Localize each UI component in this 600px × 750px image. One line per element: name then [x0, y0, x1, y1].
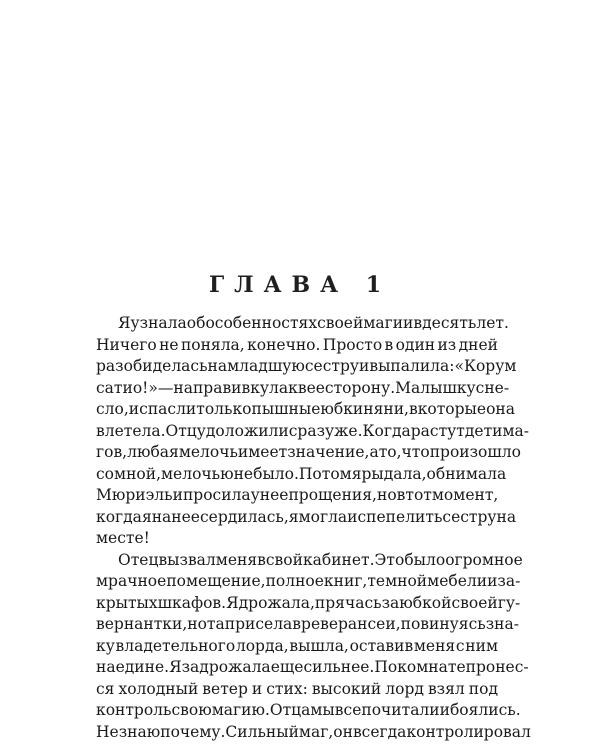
text-line: [96, 399, 515, 421]
word: полное: [265, 572, 324, 590]
word: просила: [182, 486, 251, 504]
word: стих:: [266, 679, 308, 698]
word: крытых: [96, 593, 158, 612]
word: но: [376, 486, 397, 504]
word: и: [439, 701, 450, 719]
word: вышла,: [289, 636, 349, 655]
word: всегда: [352, 722, 407, 741]
text-line: [96, 442, 521, 464]
word: и: [359, 357, 370, 375]
word: конечно.: [247, 335, 321, 354]
word: гу-: [497, 593, 521, 612]
word: но: [187, 615, 207, 633]
word: из: [437, 335, 457, 354]
word: знаю: [118, 722, 161, 741]
word: влетела.: [96, 421, 166, 440]
word: любая: [127, 443, 179, 461]
word: няни,: [363, 400, 409, 418]
word: Потом: [298, 464, 352, 483]
text-line: [96, 722, 531, 744]
word: боялись.: [449, 701, 521, 719]
word: дети: [464, 421, 503, 440]
word: ма-: [502, 421, 530, 440]
word: только: [196, 400, 252, 418]
word: на: [496, 507, 517, 526]
word: выпалила:: [369, 357, 455, 375]
word: я: [351, 464, 362, 483]
word: магии: [363, 314, 414, 332]
word: лорд: [385, 679, 424, 698]
word: своей: [451, 593, 498, 612]
word: и,: [385, 615, 401, 633]
word: у: [250, 486, 260, 504]
word: сне-: [475, 378, 510, 397]
word: наедине.: [96, 658, 170, 676]
text-line: [96, 700, 521, 722]
word: доложили: [205, 421, 289, 440]
text-line: [96, 378, 510, 400]
text-line: [96, 550, 523, 572]
word: прощения,: [288, 486, 377, 504]
word: меня: [413, 636, 456, 655]
word: маг,: [298, 722, 334, 741]
word: ветер: [202, 679, 248, 698]
word: задрожала: [181, 658, 271, 676]
word: Отцу: [165, 421, 206, 440]
word: дрожала,: [238, 593, 315, 612]
word: разобиделась: [96, 357, 208, 375]
word: свою: [171, 701, 212, 719]
word: было.: [253, 464, 299, 483]
word: нее: [171, 507, 200, 526]
text-line: [96, 614, 519, 636]
word: на: [207, 357, 228, 375]
word: под: [468, 679, 498, 698]
word: имеет: [237, 443, 288, 461]
word: произошло: [429, 443, 521, 461]
word: один: [395, 335, 436, 354]
word: реверансе: [301, 615, 386, 633]
text-line: [96, 593, 521, 615]
word: и: [128, 400, 140, 418]
word: высокий: [311, 679, 382, 698]
word: со: [96, 464, 115, 483]
word: Малышку: [395, 378, 476, 397]
word: почему.: [160, 722, 226, 741]
word: Это: [374, 550, 405, 569]
word: мы: [310, 701, 335, 719]
word: в: [292, 615, 302, 633]
text-line: [96, 313, 509, 335]
word: когда: [96, 507, 142, 526]
word: ним: [465, 636, 498, 655]
word: в: [396, 486, 406, 504]
word: магию.: [211, 701, 270, 719]
word: нее: [259, 486, 289, 504]
word: та: [206, 615, 225, 633]
word: По: [374, 658, 398, 676]
word: рыдала,: [361, 464, 427, 483]
word: Ничего: [96, 335, 157, 354]
word: юбкой: [399, 593, 452, 612]
text-line: [96, 657, 529, 679]
word: шкафов.: [157, 593, 227, 612]
word: комнате: [397, 658, 466, 676]
word: сестру: [442, 507, 497, 526]
word: месте!: [96, 529, 150, 547]
word: гов,: [96, 443, 128, 461]
word: —: [157, 378, 174, 397]
text-line: [96, 507, 517, 529]
word: момент,: [431, 486, 499, 504]
word: в: [257, 550, 266, 569]
word: и: [251, 679, 263, 698]
word: она: [486, 400, 515, 418]
text-line: [96, 335, 498, 357]
word: лет.: [476, 314, 509, 332]
word: огромное: [445, 550, 523, 569]
word: не: [233, 464, 254, 483]
word: Мюриэль: [96, 486, 173, 504]
word: которые: [417, 400, 487, 418]
text-line: [96, 571, 521, 593]
text-line: [96, 636, 498, 658]
word: мелочь: [178, 443, 238, 461]
word: взял: [427, 679, 465, 698]
word: и: [487, 572, 498, 590]
word: Когда: [362, 421, 411, 440]
word: тот: [405, 486, 432, 504]
word: Отца: [269, 701, 311, 719]
word: поняла,: [180, 335, 245, 354]
word: с: [455, 636, 465, 655]
word: зна-: [485, 615, 519, 633]
word: кабинет.: [302, 550, 375, 569]
word: вызвал: [158, 550, 216, 569]
text-line: [96, 421, 530, 443]
word: за: [381, 593, 400, 612]
word: испепелить: [347, 507, 443, 526]
word: Просто: [322, 335, 383, 354]
word: свой: [265, 550, 303, 569]
word: книг,: [323, 572, 368, 590]
word: особенностях: [205, 314, 318, 332]
chapter-text: [96, 313, 531, 743]
word: все: [334, 701, 362, 719]
word: за-: [497, 572, 521, 590]
word: растут: [410, 421, 465, 440]
word: юбки: [320, 400, 364, 418]
word: ся: [96, 679, 115, 698]
word: я: [141, 507, 152, 526]
word: ку: [96, 636, 115, 655]
word: оставив: [349, 636, 414, 655]
word: десять: [422, 314, 477, 332]
word: мелочью: [161, 464, 234, 483]
word: Не: [96, 722, 119, 741]
word: еще: [270, 658, 304, 676]
word: помещение,: [166, 572, 266, 590]
word: ее: [306, 378, 325, 397]
word: прячась: [314, 593, 382, 612]
word: могла: [298, 507, 348, 526]
word: Я: [226, 593, 239, 612]
word: сердилась,: [199, 507, 289, 526]
word: «Корум: [454, 357, 517, 375]
word: об: [186, 314, 206, 332]
word: узнала: [130, 314, 187, 332]
text-line: [96, 528, 498, 550]
word: на: [151, 507, 172, 526]
word: мрачное: [96, 572, 167, 590]
word: он: [333, 722, 353, 741]
word: спасли: [139, 400, 197, 418]
word: в: [384, 335, 394, 354]
chapter-title: ГЛАВА 1: [208, 272, 392, 298]
word: Отец: [118, 550, 159, 569]
word: пышные: [251, 400, 321, 418]
word: мебели: [427, 572, 488, 590]
word: сторону.: [324, 378, 396, 397]
word: своей: [317, 314, 364, 332]
text-line: [96, 464, 507, 486]
word: младшую: [227, 357, 305, 375]
word: а: [369, 443, 379, 461]
word: сильнее.: [303, 658, 375, 676]
word: сатио!»: [96, 378, 158, 397]
word: сло,: [96, 400, 129, 418]
word: Я: [169, 658, 182, 676]
word: Я: [118, 314, 131, 332]
word: и: [172, 486, 183, 504]
word: направив: [173, 378, 251, 397]
text-line: [96, 679, 498, 701]
word: кулак: [250, 378, 298, 397]
text-line: [96, 485, 498, 507]
word: же.: [334, 421, 363, 440]
word: было: [404, 550, 446, 569]
word: контроль: [96, 701, 172, 719]
word: контролировал: [406, 722, 531, 741]
word: значение,: [287, 443, 370, 461]
word: не: [159, 335, 179, 354]
text-line: [96, 356, 517, 378]
word: темной: [367, 572, 428, 590]
word: повинуясь: [400, 615, 486, 633]
word: лорда,: [235, 636, 289, 655]
word: Сильный: [225, 722, 299, 741]
word: владетельного: [115, 636, 236, 655]
word: дней: [458, 335, 498, 354]
word: меня: [215, 550, 258, 569]
word: я: [288, 507, 299, 526]
word: почитали: [361, 701, 440, 719]
word: пронес-: [465, 658, 529, 676]
word: холодный: [118, 679, 199, 698]
word: присела: [224, 615, 293, 633]
word: в: [297, 378, 307, 397]
word: в: [413, 314, 423, 332]
word: то,: [378, 443, 402, 461]
word: сразу: [288, 421, 335, 440]
word: сестру: [304, 357, 359, 375]
word: вернантки,: [96, 615, 188, 633]
word: в: [408, 400, 418, 418]
word: обнимала: [426, 464, 507, 483]
word: что: [401, 443, 430, 461]
word: мной,: [114, 464, 161, 483]
